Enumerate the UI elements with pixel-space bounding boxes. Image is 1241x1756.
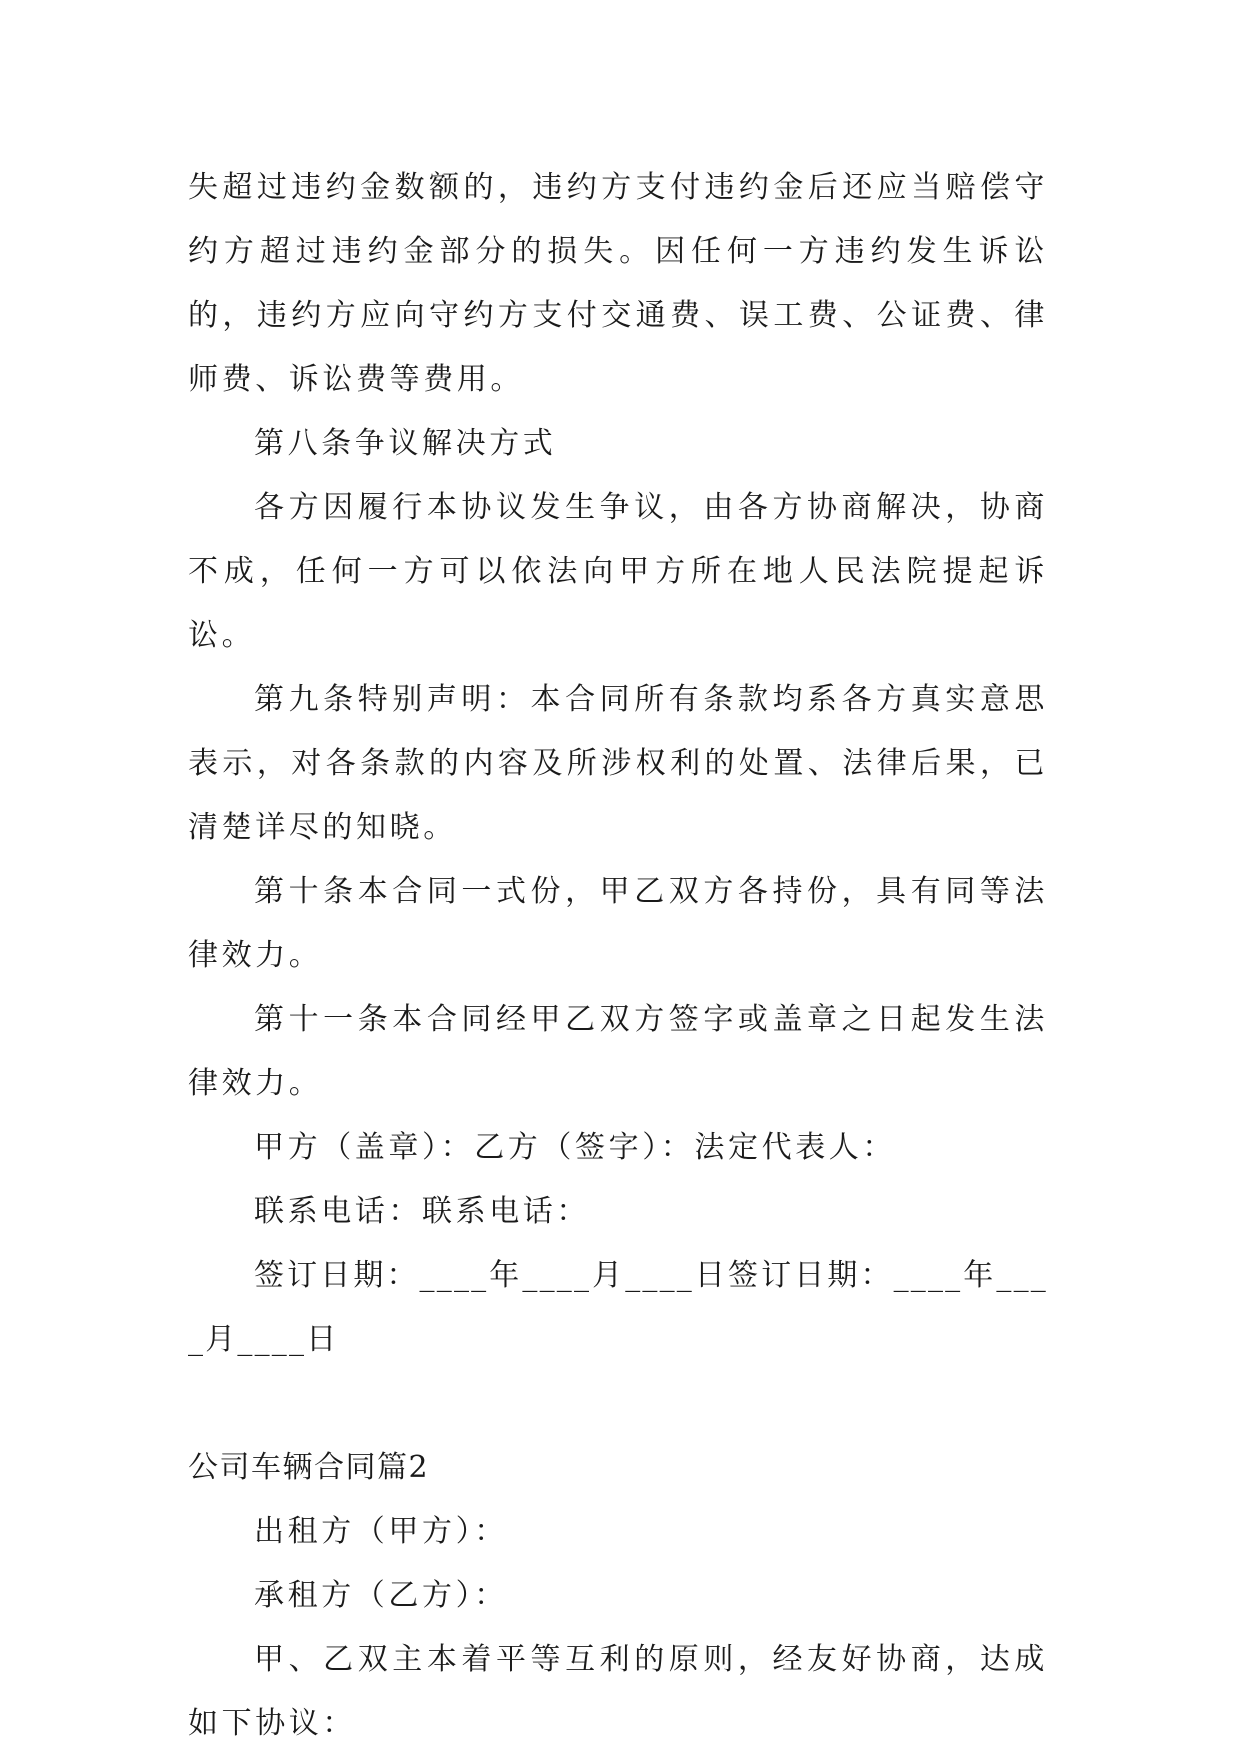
- contact-phone-line: 联系电话：联系电话：: [254, 1194, 590, 1229]
- section-spacer: [188, 1372, 1048, 1436]
- signing-date-line: 签订日期：____年____月____日签订日期：____年____月____日: [188, 1258, 1048, 1357]
- section-title: 公司车辆合同篇2: [188, 1450, 430, 1485]
- article-8-heading: 第八条争议解决方式: [254, 426, 557, 461]
- lessee-party-line: 承租方（乙方）：: [254, 1578, 508, 1613]
- document-page: [188, 156, 1048, 1756]
- article-8-body: 各方因履行本协议发生争议，由各方协商解决，协商不成，任何一方可以依法向甲方所在地人民法院提起诉讼。: [188, 490, 1048, 653]
- article-10-copies: 第十条本合同一式份，甲乙双方各持份，具有同等法律效力。: [188, 874, 1048, 973]
- agreement-preamble: 甲、乙双主本着平等互利的原则，经友好协商，达成如下协议：: [188, 1642, 1048, 1741]
- article-9-statement: 第九条特别声明：本合同所有条款均系各方真实意思表示，对各条款的内容及所涉权利的处置、法律后果，已清楚详尽的知晓。: [188, 682, 1048, 845]
- signature-parties-line: 甲方（盖章）：乙方（签字）：法定代表人：: [254, 1130, 896, 1165]
- contract-clause-paragraph: 失超过违约金数额的，违约方支付违约金后还应当赔偿守约方超过违约金部分的损失。因任何一方违约发生诉讼的，违约方应向守约方支付交通费、误工费、公证费、律师费、诉讼费等费用。: [188, 170, 1048, 397]
- lessor-party-line: 出租方（甲方）：: [254, 1514, 508, 1549]
- article-11-effective: 第十一条本合同经甲乙双方签字或盖章之日起发生法律效力。: [188, 1002, 1048, 1101]
